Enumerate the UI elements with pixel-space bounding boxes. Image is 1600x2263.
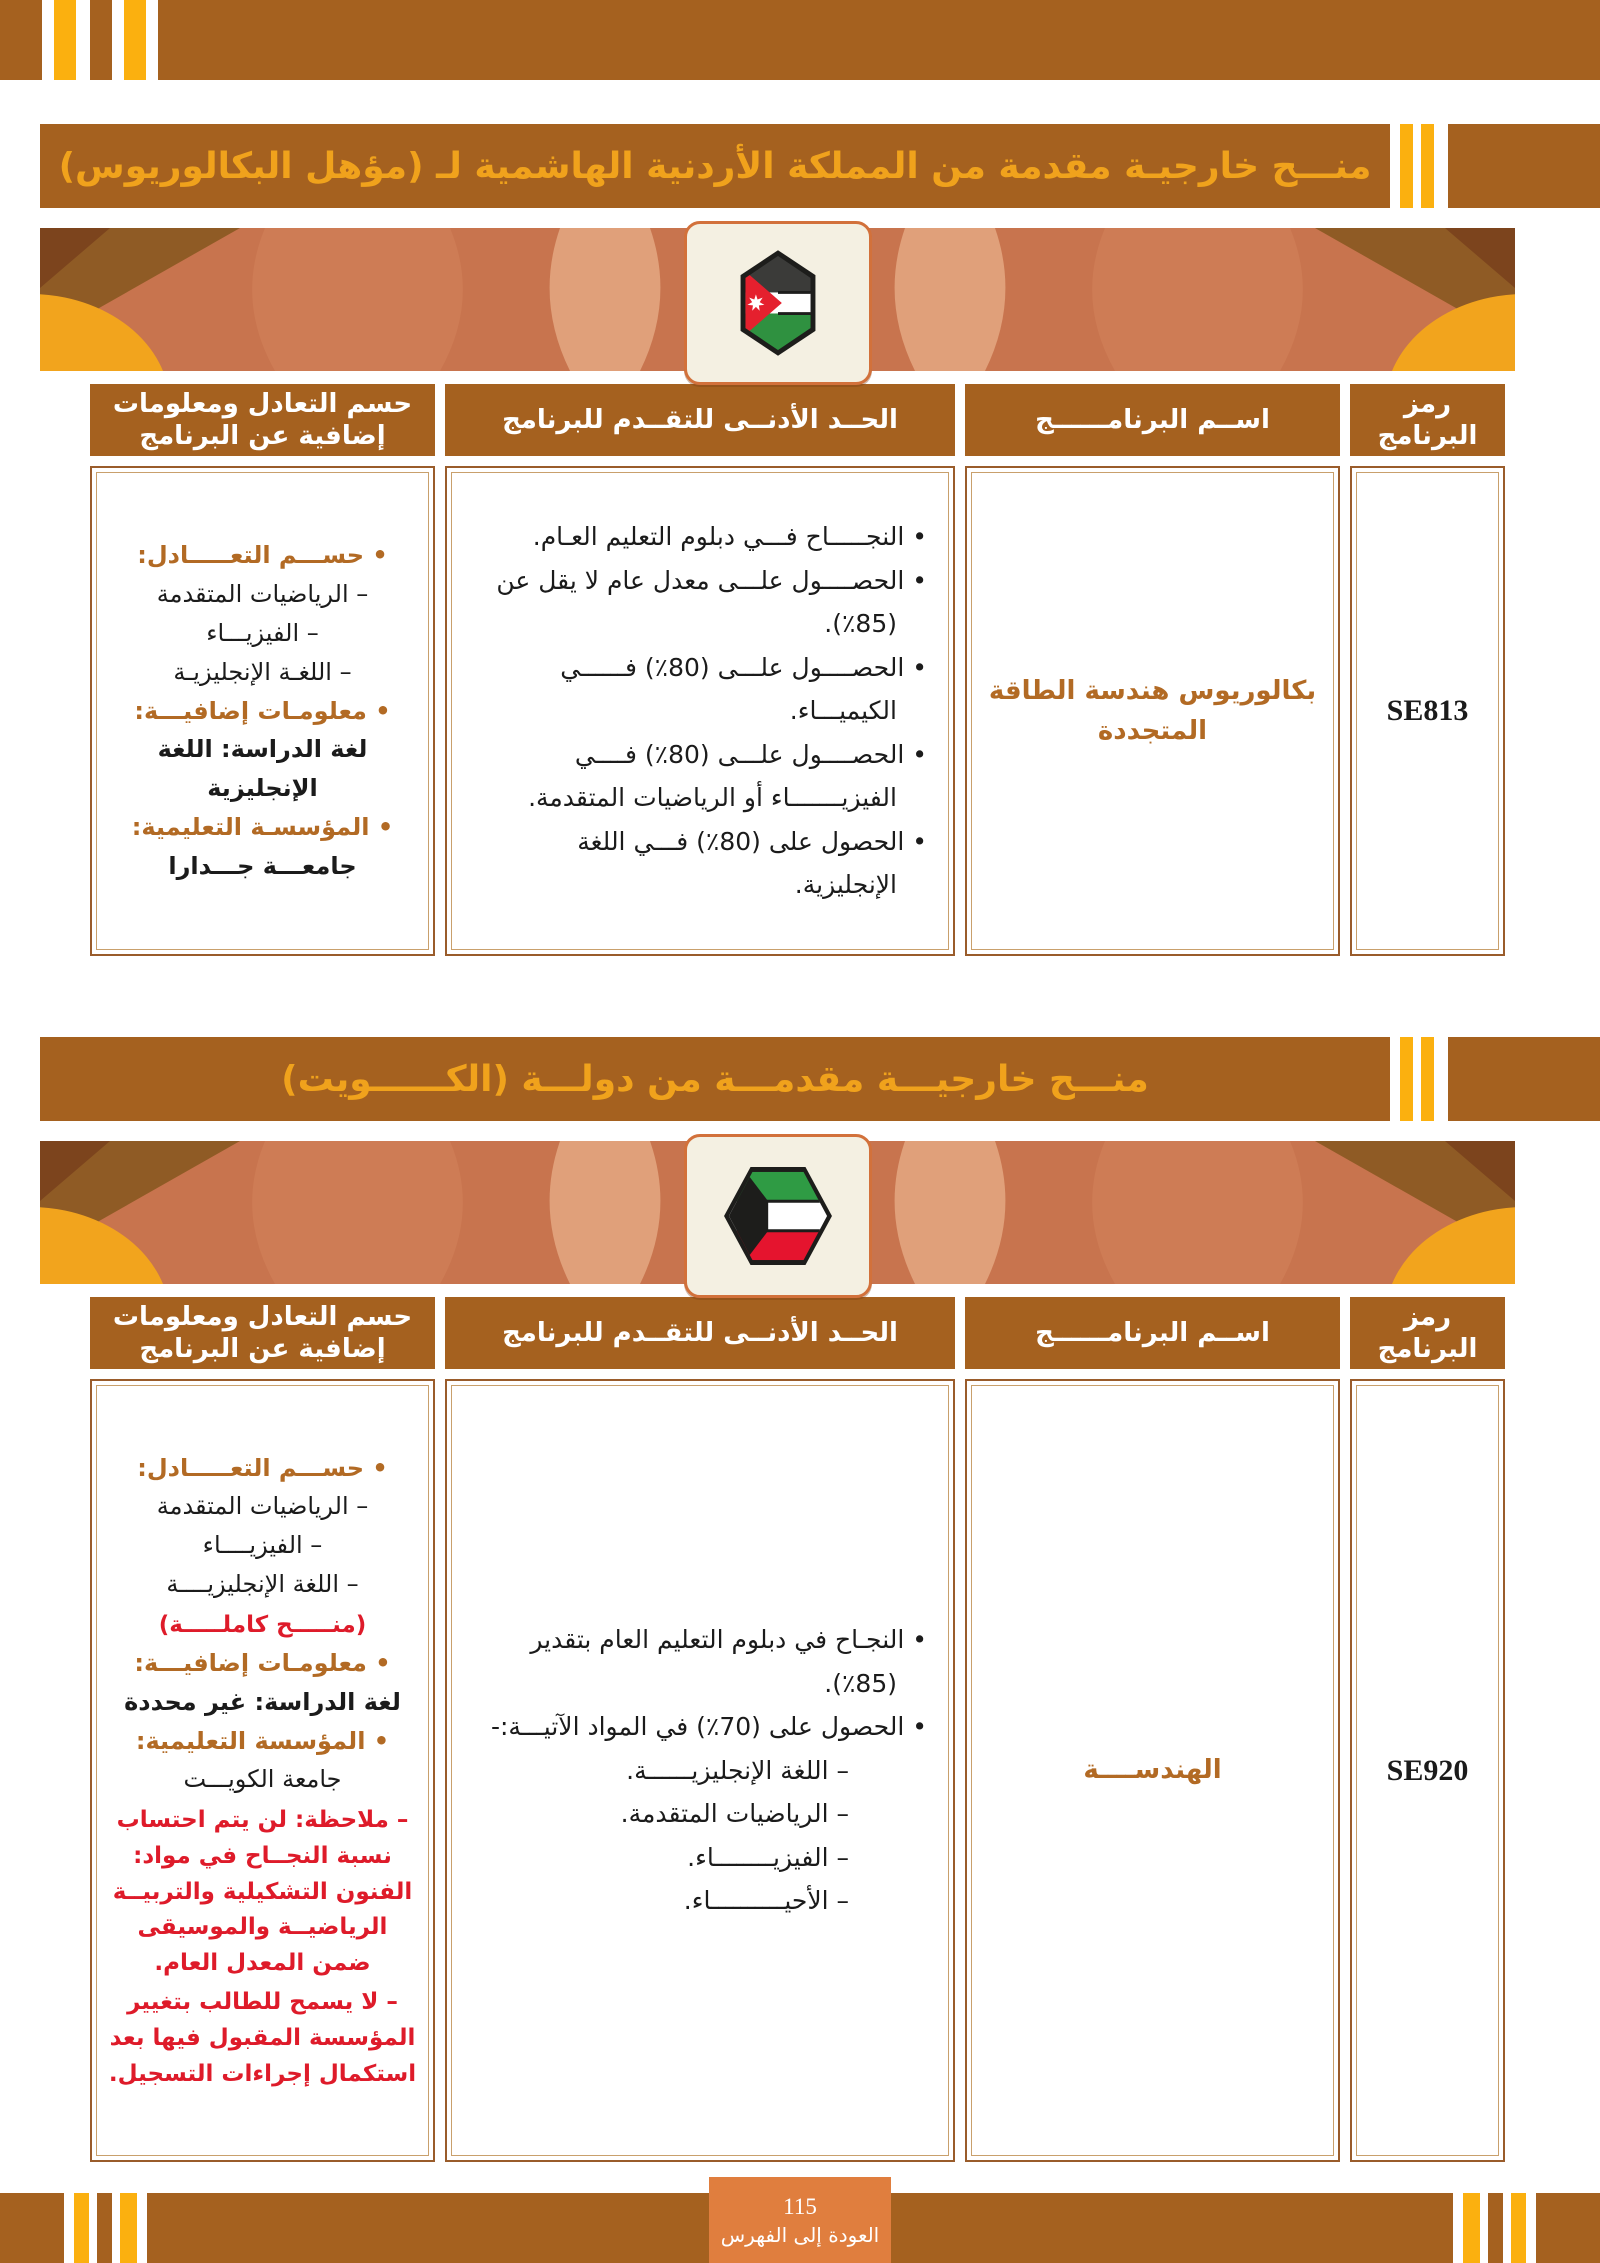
section-title: منـــح خارجيـة مقدمة من المملكة الأردنية الهاشمية لـ (مؤهل البكالوريوس) (58, 145, 1372, 187)
program-name: الهندســــة (1083, 1755, 1222, 1786)
footer-tab (709, 2177, 891, 2263)
stripe (1448, 124, 1600, 208)
column-header-additional-info: حسم التعادل ومعلومات إضافية عن البرنامج (90, 1297, 435, 1369)
info-line: لغة الدراسة: اللغة الإنجليزية (157, 735, 368, 803)
requirement-line: – الأحيــــــــــاء. (683, 1886, 849, 1916)
stripe (1400, 124, 1413, 208)
back-to-index-link[interactable]: العودة إلى الفهرس (720, 2222, 880, 2247)
stripe (1448, 1037, 1600, 1121)
requirement-line: • الحصــــول علـــى معدل عام لا يقل عن (85٪). (496, 565, 927, 639)
info-line: – لا يسمح للطالب بتغيير المؤسسة المقبول فيها بعد استكمال إجراءات التسجيل. (108, 1989, 417, 2087)
requirement-line: – اللغة الإنجليزيــــــة. (626, 1755, 849, 1785)
flag-card (684, 221, 872, 385)
stripe (1421, 1037, 1434, 1121)
program-code: SE813 (1386, 694, 1469, 727)
info-line: – اللغة الإنجليزيــــة (166, 1570, 359, 1599)
requirements-list (447, 1618, 953, 1923)
table-row (90, 466, 1505, 956)
info-line: • حســـم التعـــــادل: (137, 1453, 388, 1482)
info-line: – ملاحظة: لن يتم احتساب نسبة النجــاح في مواد: الفنون التشكيلية والتربيــة الرياضيــة والموسيقى ضمن المعدل العام. (112, 1807, 413, 1976)
top-border-decoration (0, 0, 1600, 80)
requirements-list (447, 515, 953, 907)
stripe (1400, 1037, 1413, 1121)
column-header-program-name: اســم البرنامــــــج (965, 384, 1340, 456)
column-header-min-requirements: الحــد الأدنــى للتقــدم للبرنامج (445, 1297, 955, 1369)
decorative-curtain-banner (40, 1141, 1515, 1284)
stripe (120, 2193, 137, 2263)
program-name: بكالوريوس هندسة الطاقة المتجددة (988, 675, 1317, 746)
info-line: (منـــــح كاملـــــة) (158, 1612, 367, 1639)
cell-additional-info (90, 1379, 435, 2162)
stripe (97, 2193, 112, 2263)
stripe (1488, 2193, 1503, 2263)
requirement-line: • الحصول على (70٪) في المواد الآتيـــة:- (490, 1712, 927, 1742)
cell-program-name (965, 1379, 1340, 2162)
column-header-program-name: اســم البرنامــــــج (965, 1297, 1340, 1369)
stripe (124, 0, 146, 80)
kuwait-flag-icon (717, 1164, 839, 1268)
section-title-background (40, 124, 1390, 208)
decorative-curtain-banner (40, 228, 1515, 371)
stripe (74, 2193, 89, 2263)
stripe (0, 0, 42, 80)
cell-min-requirements (445, 1379, 955, 2162)
cell-program-code (1350, 466, 1505, 956)
info-line: • معلومـات إضافيـــة: (134, 696, 391, 725)
requirement-line: – الفيزيــــــــاء. (687, 1842, 849, 1872)
cell-min-requirements (445, 466, 955, 956)
jordan-flag-icon (730, 248, 826, 358)
stripe (0, 2193, 64, 2263)
requirement-line: • الحصــــول علـــى (80٪) فــــي الفيزيـــــــاء أو الرياضيات المتقدمة. (528, 739, 927, 813)
info-line: – اللغـة الإنجليزيـة (173, 657, 352, 686)
requirement-line: – الرياضيات المتقدمة. (620, 1799, 849, 1829)
info-line: – الفيزيـــاء (206, 618, 319, 647)
table-header-row (90, 1297, 1505, 1369)
requirement-line: • الحصول على (80٪) فـــي اللغة الإنجليزية. (577, 826, 927, 900)
info-line: جامعة الكويـــت (183, 1765, 342, 1794)
table-header-row (90, 384, 1505, 456)
stripe (1536, 2193, 1600, 2263)
info-line: • المؤسسـة التعليمية: (131, 813, 394, 842)
stripe (1463, 2193, 1480, 2263)
section-title: منـــح خارجيـــة مقدمـــة من دولـــة (الكــــــويت) (281, 1058, 1149, 1100)
stripe (1511, 2193, 1526, 2263)
stripe (54, 0, 76, 80)
column-header-min-requirements: الحــد الأدنــى للتقــدم للبرنامج (445, 384, 955, 456)
column-header-program-code: رمز البرنامج (1350, 384, 1505, 456)
info-line: لغة الدراسة: غير محددة (124, 1687, 401, 1716)
info-line: – الرياضيات المتقدمة (156, 579, 369, 608)
cell-program-code (1350, 1379, 1505, 2162)
stripe (158, 0, 1600, 80)
info-line: – الرياضيات المتقدمة (156, 1492, 369, 1521)
stripe (90, 0, 112, 80)
flag-card (684, 1134, 872, 1298)
info-line: • حســـم التعـــــادل: (137, 541, 388, 570)
cell-additional-info (90, 466, 435, 956)
cell-program-name (965, 466, 1340, 956)
requirement-line: • النجـاح في دبلوم التعليم العام بتقدير (85٪). (530, 1625, 927, 1698)
table-row (90, 1379, 1505, 2162)
section-title-banner (40, 124, 1600, 208)
section-title-background (40, 1037, 1390, 1121)
info-line: • معلومـات إضافيـــة: (134, 1648, 391, 1677)
section-title-banner (40, 1037, 1600, 1121)
info-line: • المؤسسة التعليمية: (135, 1726, 390, 1755)
stripe (1421, 124, 1434, 208)
requirement-line: • النجـــــاح فـــي دبلوم التعليم العـام. (532, 522, 927, 552)
program-code: SE920 (1386, 1753, 1469, 1787)
info-list (92, 536, 433, 886)
requirement-line: • الحصــــول علـــى (80٪) فــــــي الكيميـــاء. (560, 652, 927, 726)
info-line: جامعـــة جـــدارا (168, 852, 357, 881)
column-header-program-code: رمز البرنامج (1350, 1297, 1505, 1369)
info-line: – الفيزيــــاء (202, 1531, 323, 1560)
column-header-additional-info: حسم التعادل ومعلومات إضافية عن البرنامج (90, 384, 435, 456)
info-list (92, 1449, 433, 2093)
page-number: 115 (783, 2193, 817, 2219)
